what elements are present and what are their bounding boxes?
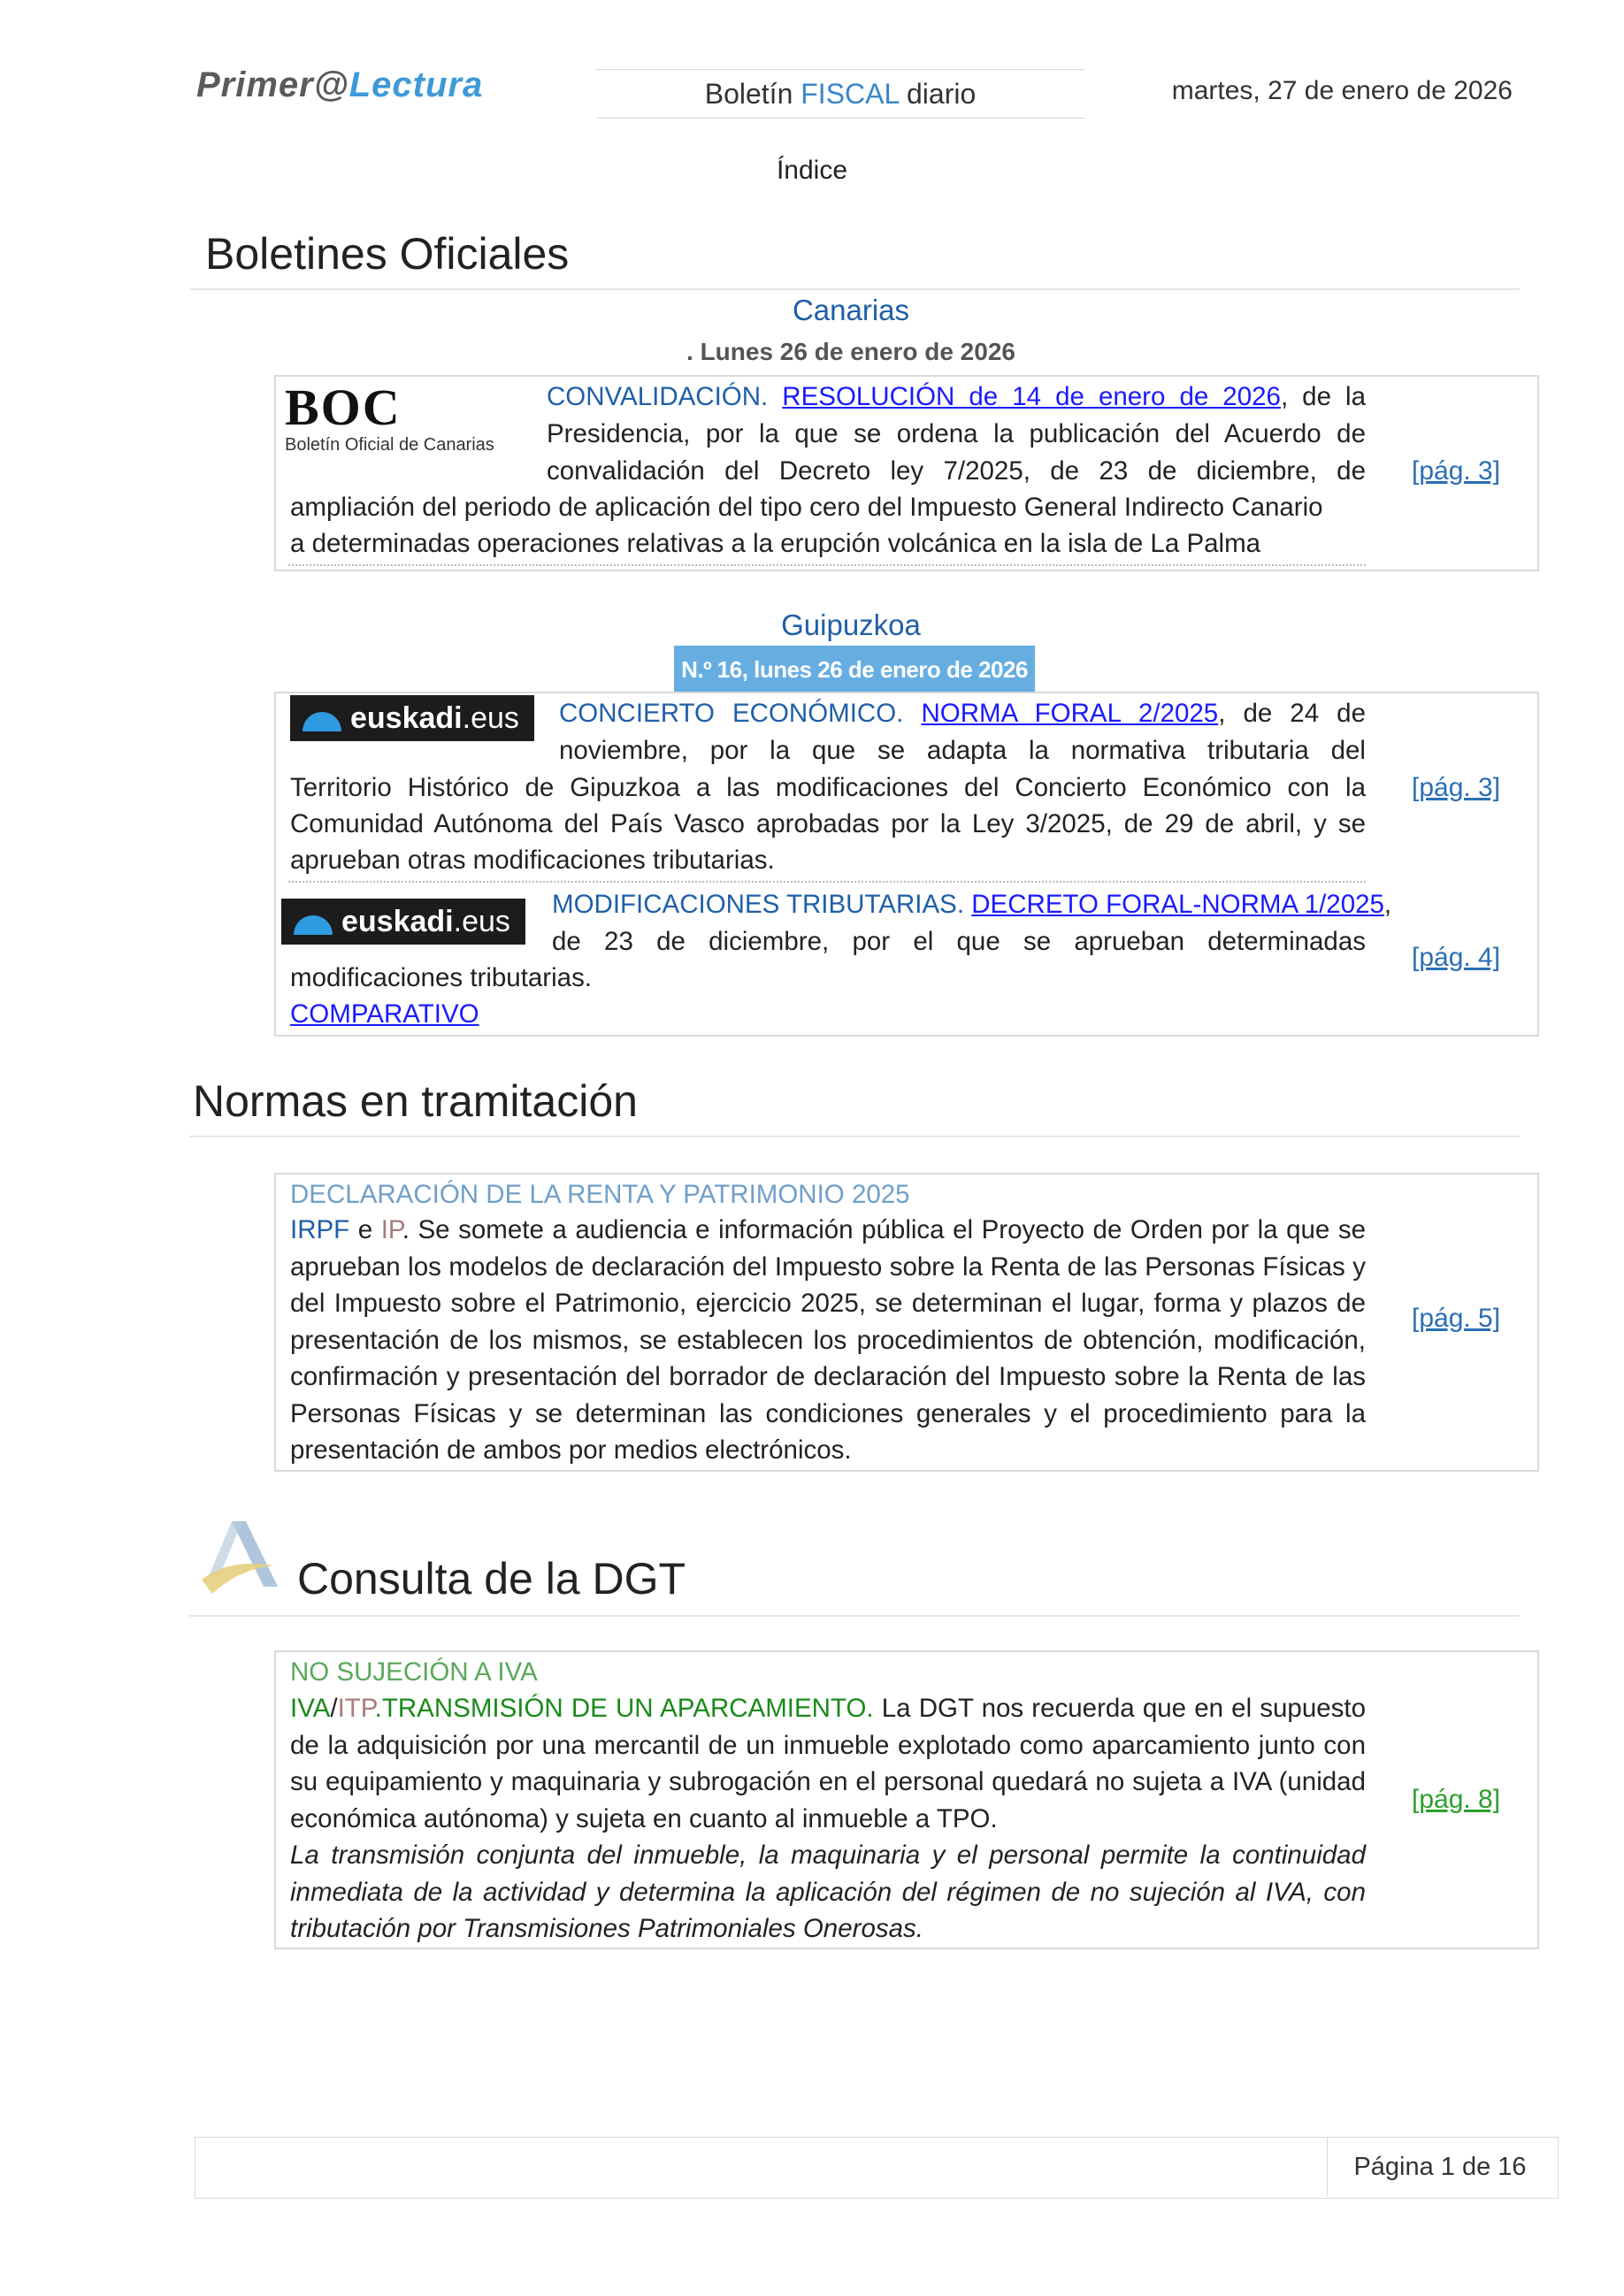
guipuzkoa-entry2-line1: MODIFICACIONES TRIBUTARIAS. DECRETO FORAL-NORMA 1/2025,: [552, 890, 1392, 919]
euskadi-dome-icon: [294, 915, 333, 935]
canarias-date: . Lunes 26 de enero de 2026: [686, 338, 1015, 365]
normas-category: DECLARACIÓN DE LA RENTA Y PATRIMONIO 2025: [290, 1180, 910, 1209]
region-title-guipuzkoa: Guipuzkoa: [781, 608, 921, 641]
consulta-category: NO SUJECIÓN A IVA: [290, 1657, 538, 1687]
canarias-entry-line5: a determinadas operaciones relativas a la erupción volcánica en la isla de La Palma: [290, 529, 1261, 558]
region-title-canarias: Canarias: [792, 294, 910, 326]
canarias-entry-line2: Presidencia, por la que se ordena la publicación del Acuerdo de: [547, 419, 1366, 448]
decreto-foral-link[interactable]: DECRETO FORAL-NORMA 1/2025: [971, 890, 1384, 919]
guipuzkoa-entry2-line3: modificaciones tributarias.: [290, 963, 593, 992]
guipuzkoa-entry1-line5: aprueban otras modificaciones tributarias.: [290, 846, 775, 875]
primera-lectura-logo: Primer@Lectura: [196, 65, 484, 104]
page-ref-link[interactable]: [pág. 3]: [1412, 773, 1501, 802]
guipuzkoa-date-badge: N.º 16, lunes 26 de enero de 2026: [674, 646, 1035, 693]
guipuzkoa-entry2-line2: de 23 de diciembre, por el que se aprueban determinadas: [552, 927, 1366, 956]
page-ref-link[interactable]: [pág. 4]: [1412, 943, 1501, 972]
guipuzkoa-entry1-line3: Territorio Histórico de Gipuzkoa a las modificaciones del Concierto Económico con la: [290, 773, 1366, 802]
euskadi-logo: euskadi .eus: [290, 695, 534, 741]
page-ref-link[interactable]: [pág. 5]: [1412, 1304, 1501, 1333]
section-title-consulta: Consulta de la DGT: [297, 1554, 686, 1603]
comparativo-link[interactable]: COMPARATIVO: [290, 999, 479, 1029]
section-divider: [189, 1615, 1520, 1617]
section-title-boletines: Boletines Oficiales: [205, 229, 570, 279]
bulletin-title: Boletín FISCAL diario: [596, 69, 1084, 119]
canarias-entry-line4: ampliación del periodo de aplicación del tipo cero del Impuesto General Indirecto Canario: [290, 493, 1323, 522]
page-ref-link[interactable]: [pág. 8]: [1412, 1785, 1501, 1814]
consulta-entry-text: IVA/ITP.TRANSMISIÓN DE UN APARCAMIENTO. La DGT nos recuerda que en el supuesto de la adquisición por una mercantil de un inmueble explotado como aparcamiento junto con su equipamiento y maquinaria y subrogación en el personal quedará no sujeta a IVA (unidad económica autónoma) y sujeta en cuanto al inmueble a TPO.: [290, 1694, 1366, 1833]
norma-foral-link[interactable]: NORMA FORAL 2/2025: [921, 699, 1219, 728]
canarias-entry-line1: CONVALIDACIÓN. RESOLUCIÓN de 14 de enero de 2026, de la: [547, 382, 1366, 411]
section-divider: [189, 288, 1520, 290]
index-link[interactable]: Índice: [776, 156, 848, 185]
section-title-normas: Normas en tramitación: [193, 1076, 638, 1126]
entry-separator: [288, 564, 1366, 566]
consulta-summary: La transmisión conjunta del inmueble, la maquinaria y el personal permite la continuidad inmediata de la actividad y determina la aplicación del régimen de no sujeción al IVA, con tributación por Transmisiones Patrimoniales Onerosas.: [290, 1841, 1366, 1943]
guipuzkoa-entry1-line4: Comunidad Autónoma del País Vasco aprobadas por la Ley 3/2025, de 29 de abril, y se: [290, 809, 1366, 838]
boc-logo: BOC Boletín Oficial de Canarias: [285, 379, 494, 455]
canarias-entry-line3: convalidación del Decreto ley 7/2025, de 23 de diciembre, de: [547, 456, 1366, 486]
page-ref-link[interactable]: [pág. 3]: [1412, 456, 1501, 486]
section-divider: [189, 1136, 1520, 1137]
guipuzkoa-entry1-line2: noviembre, por la que se adapta la normativa tributaria del: [559, 736, 1366, 765]
resolucion-link[interactable]: RESOLUCIÓN de 14 de enero de 2026: [782, 382, 1281, 411]
aeat-logo-icon: [193, 1518, 285, 1597]
normas-entry-text: IRPF e IP. Se somete a audiencia e información pública el Proyecto de Orden por la que se aprueban los modelos de declaración del Impuesto sobre la Renta de las Personas Físicas y del Impuesto sobre el Patrimonio, ejercicio 2025, se determinan el lugar, forma y plazos de presentación de los mismos, se establecen los procedimientos de obtención, modificación, confirmación y presentación del borrador de declaración del Impuesto sobre la Renta de las Personas Físicas y se determinan las condiciones generales y el procedimiento para la presentación de ambos por medios electrónicos.: [290, 1215, 1366, 1465]
entry-separator: [288, 881, 1366, 883]
page-number: Página 1 de 16: [1353, 2153, 1527, 2181]
header-date: martes, 27 de enero de 2026: [1171, 76, 1513, 105]
euskadi-logo: euskadi .eus: [281, 899, 525, 945]
guipuzkoa-entry1-line1: CONCIERTO ECONÓMICO. NORMA FORAL 2/2025, de 24 de: [559, 699, 1366, 728]
guipuzkoa-entry2-line4: [290, 996, 1366, 1033]
euskadi-dome-icon: [303, 712, 341, 731]
